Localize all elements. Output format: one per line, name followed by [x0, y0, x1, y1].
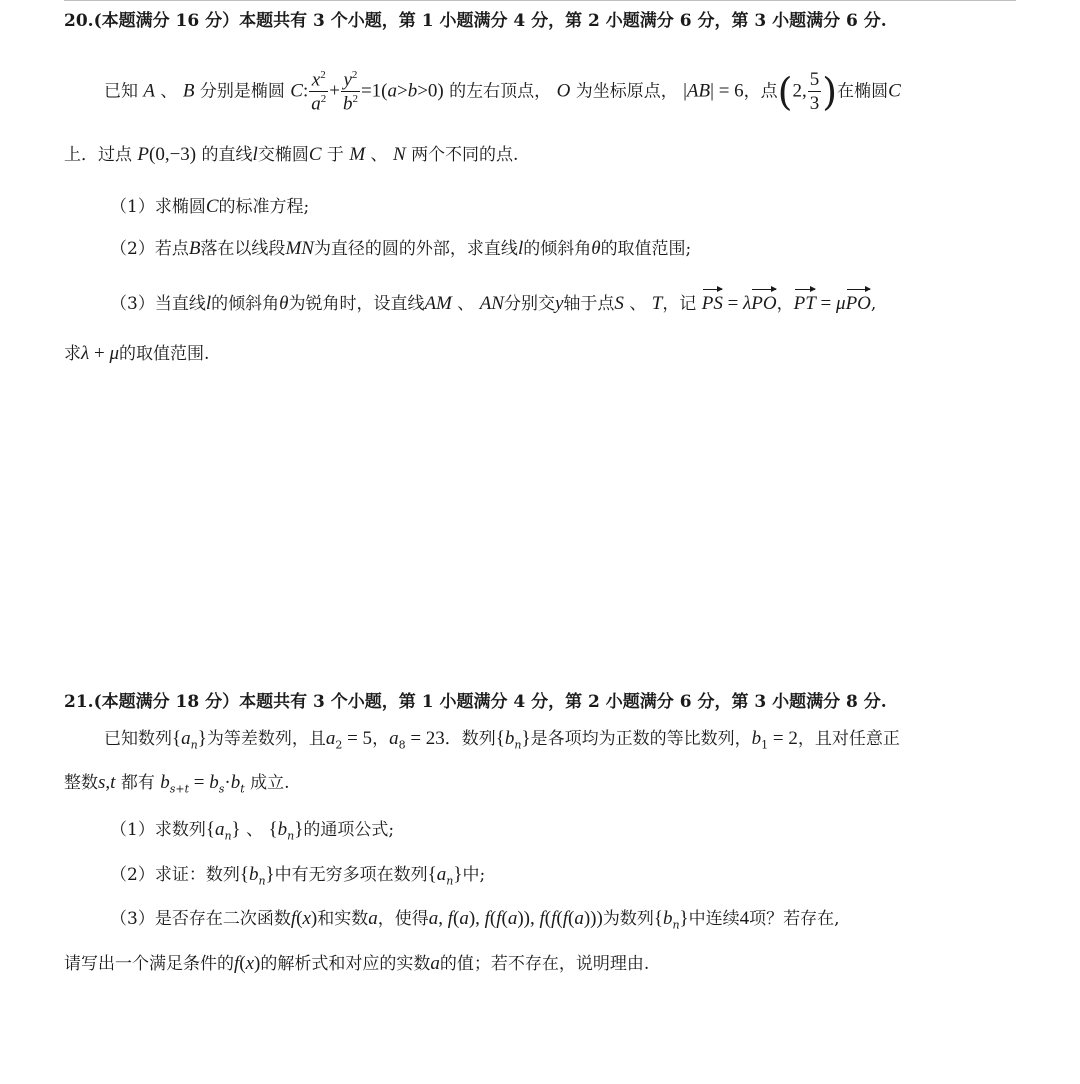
q21-part1: （1）求数列$\{a_n\}$ 、 $\{b_n\}$的通项公式; — [110, 819, 395, 843]
text: 的值；若不存在，说明理由. — [439, 954, 650, 974]
q20-header-text: 20.(本题满分 16 分）本题共有 3 个小题，第 1 小题满分 4 分，第 2 小题满分 6 分，第 3 小题满分 6 分. — [64, 11, 887, 31]
text: 中连续 — [688, 909, 740, 929]
text: 于 — [326, 145, 344, 165]
text: 为锐角时，设直线 — [288, 294, 425, 314]
text: 的倾斜角 — [523, 239, 592, 259]
q21-header-text: 21.(本题满分 18 分）本题共有 3 个小题，第 1 小题满分 4 分，第 2 小题满分 6 分，第 3 小题满分 8 分. — [64, 692, 887, 712]
q20-line2: 上．过点 P(0,−3) 的直线l交椭圆C 于 M 、 N 两个不同的点. — [64, 144, 519, 165]
q20-part2: （2）若点B落在以线段MN为直径的圆的外部，求直线l的倾斜角θ的取值范围; — [110, 238, 692, 259]
text: 为坐标原点， — [575, 81, 678, 102]
q20-part1: （1）求椭圆C的标准方程; — [110, 196, 310, 217]
text: 请写出一个满足条件的 — [64, 954, 234, 974]
text: 整数 — [64, 773, 98, 793]
text: 是各项均为正数的等比数列， — [530, 729, 752, 749]
q21-part3: （3）是否存在二次函数f(x)和实数a，使得a, f(a), f(f(a)), f(f(f(a)))为数列$\{b_n\}$中连续4项？若存在, — [110, 908, 840, 932]
text: 为等差数列，且 — [206, 729, 326, 749]
text: 求证：数列 — [154, 865, 240, 885]
text: （1） — [110, 197, 155, 217]
text: 已知 — [104, 81, 138, 102]
q21-line2: 整数s,t 都有 $b_{s+t} = b_s\cdot b_t$ 成立. — [64, 772, 290, 796]
q21-intro: 已知数列$\{a_n\}$为等差数列，且$a_2 = 5$，$a_8 = 23$．数列$\{b_n\}$是各项均为正数的等比数列，$b_1 = 2$，且对任意正 — [104, 728, 900, 752]
q21-part3-cont: 请写出一个满足条件的f(x)的解析式和对应的实数a的值；若不存在，说明理由. — [64, 953, 650, 974]
text: 中; — [462, 865, 486, 885]
text: ，记 — [662, 294, 697, 314]
text: 落在以线段 — [200, 239, 286, 259]
text: 交椭圆 — [257, 145, 309, 165]
frac-x2-a2: $\frac{x^2}{a^2}$ — [311, 69, 327, 115]
text: 成立. — [250, 773, 290, 793]
text: 两个不同的点. — [411, 145, 519, 165]
text: 都有 — [120, 773, 155, 793]
text: 的标准方程; — [218, 197, 310, 217]
text: 的直线 — [201, 145, 253, 165]
text: ，点 — [743, 81, 778, 102]
text: 中有无穷多项在数列 — [274, 865, 428, 885]
top-rule — [64, 0, 1016, 1]
text: （2） — [110, 239, 155, 259]
frac-5-3: $\frac{5}{3}$ — [809, 69, 820, 115]
text: 分别是椭圆 — [199, 81, 285, 102]
q21-header — [64, 689, 887, 715]
text: 的取值范围. — [119, 344, 210, 364]
text: 的通项公式; — [303, 820, 395, 840]
text: 项？若存在, — [749, 909, 840, 929]
text: 求数列 — [154, 820, 206, 840]
text: 上．过点 — [64, 145, 132, 165]
text: ．数列 — [444, 729, 496, 749]
text: 是否存在二次函数 — [154, 909, 291, 929]
text: 当直线 — [154, 294, 206, 314]
text: （3） — [110, 294, 155, 314]
text: 的解析式和对应的实数 — [260, 954, 431, 974]
text: ，使得 — [377, 909, 429, 929]
text: 在椭圆 — [837, 81, 889, 102]
text: 求 — [64, 344, 81, 364]
text: 为数列 — [602, 909, 654, 929]
text: 的取值范围; — [600, 239, 692, 259]
text: ，且对任意正 — [797, 729, 900, 749]
q20-part3: （3）当直线l的倾斜角θ为锐角时，设直线AM 、 AN分别交y轴于点S 、 T，记 PS = λPO，PT = μPO, — [110, 288, 876, 317]
text: 分别交 — [503, 294, 555, 314]
text: （1） — [110, 820, 155, 840]
text: （3） — [110, 909, 155, 929]
frac-y2-b2: $\frac{y^2}{b^2}$ — [342, 69, 358, 115]
q20-intro: 已知 A 、 B 分别是椭圆 C: $\frac{x^2}{a^2}$ + $\frac{y^2}{b^2}$ =1(a>b>0) 的左右顶点， O 为坐标原点， |AB| = 6，点(2, $\frac{5}{3}$ )在椭圆C — [104, 69, 901, 115]
q21-part2: （2）求证：数列$\{b_n\}$中有无穷多项在数列$\{a_n\}$中; — [110, 864, 486, 888]
text: 为直径的圆的外部，求直线 — [313, 239, 518, 259]
q20-part3-cont: 求λ + μ的取值范围. — [64, 343, 210, 364]
q20-header — [64, 8, 887, 34]
text: 轴于点 — [563, 294, 615, 314]
text: 求椭圆 — [154, 197, 206, 217]
text: 已知数列 — [104, 729, 172, 749]
text: 若点 — [154, 239, 189, 259]
text: 的倾斜角 — [211, 294, 280, 314]
text: 的左右顶点， — [449, 81, 552, 102]
text: 和实数 — [317, 909, 369, 929]
text: （2） — [110, 865, 155, 885]
